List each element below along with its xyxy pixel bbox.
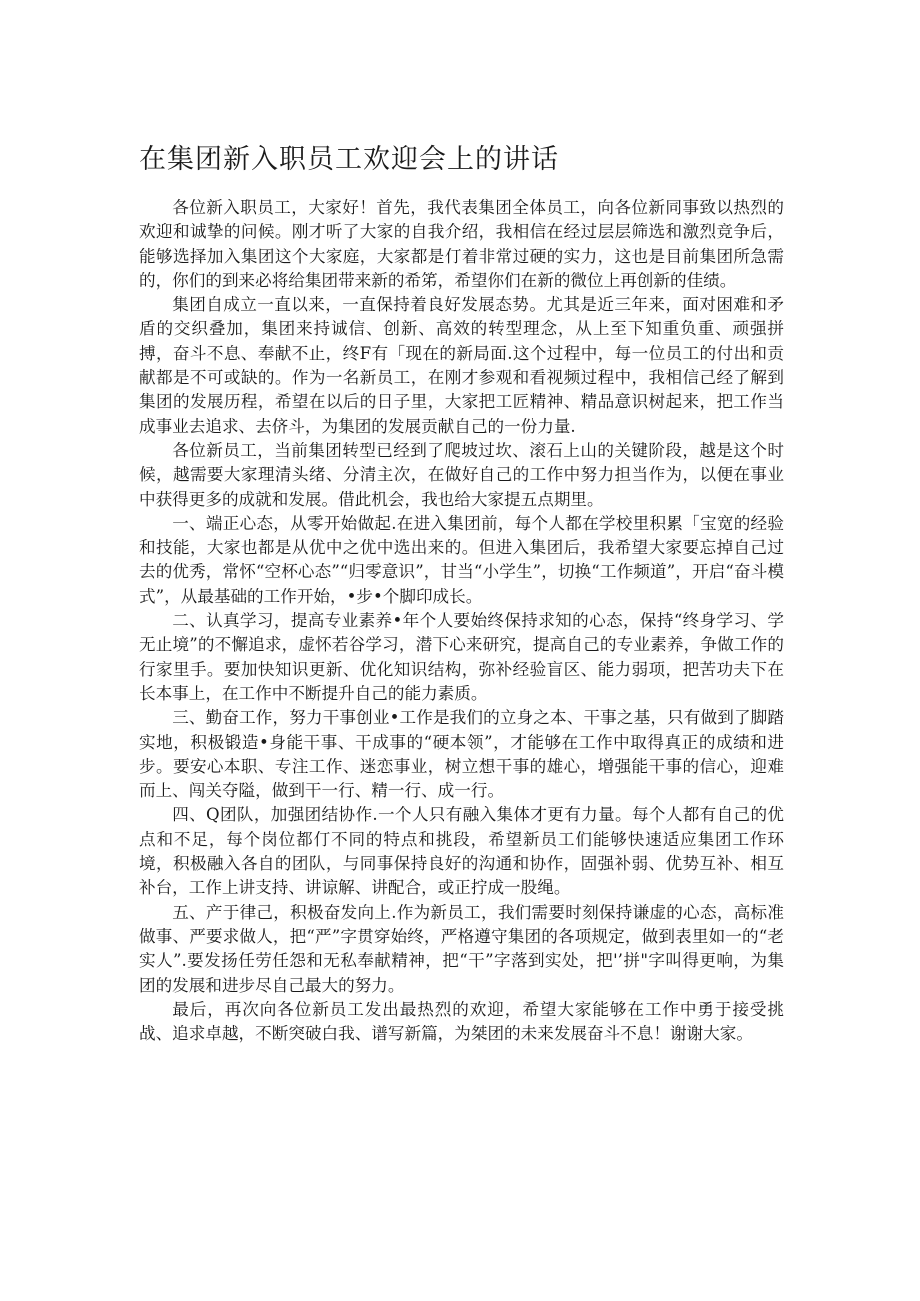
paragraph-point-five: 五、产于律己，积极奋发向上.作为新员工，我们需要时刻保持谦虚的心态，高标准做事、严要求做人，把“严”字贯穿始终，严格遵守集团的各项规定，做到表里如一的“老实人”.要发扬任劳任怨和无私奉献精神，把“干”字落到实处，把'’拼"字叫得更响，为集团的发展和进步尽自己最大的努力。 [139,902,784,995]
document-title: 在集团新入职员工欢迎会上的讲话 [139,144,559,175]
paragraph-closing: 最后，再次向各位新员工发出最热烈的欢迎，希望大家能够在工作中勇于接受挑战、追求卓越，不断突破白我、谱写新篇，为桀团的未来发展奋斗不息！谢谢大家。 [139,999,784,1044]
paragraph-point-three: 三、勤奋工作，努力干事创业•工作是我们的立身之本、干事之基，只有做到了脚踏实地，积极锻造•身能干事、干成事的“硬本领”，才能够在工作中取得真正的成绩和进步。要安心本职、专注工作、迷恋事业，树立想干事的雄心，增强能干事的信心，迎难而上、闯关夺隘，做到干一行、精一行、成一行。 [139,708,784,801]
paragraph-history: 集团自成立一直以来，一直保持着良好发展态势。尤其是近三年来，面对困难和矛盾的交织叠加，集团来持诚信、创新、高效的转型理念，从上至下知重负重、顽强拼搏，奋斗不息、奉献不止，终F有「现在的新局面.这个过程中，每一位员工的付出和贡献都是不可或缺的。作为一名新员工，在刚才参观和看视频过程中，我相信己经了解到集团的发展历程，希望在以后的日子里，大家把工匠精神、精品意识树起来，把工作当成事业去追求、去侪斗，为集团的发展贡献自己的一份力量. [139,295,784,436]
document-body [139,196,784,1046]
paragraph-expectations-intro: 各位新员工，当前集团转型已经到了爬坡过坎、滚石上山的关键阶段，越是这个时候，越需要大家理清头绪、分清主次，在做好自己的工作中努力担当作为，以便在事业中获得更多的成就和发展。借此机会，我也给大家提五点期里。 [139,440,784,509]
paragraph-point-two: 二、认真学习，提高专业素养•年个人要始终保持求知的心态，保持“终身学习、学无止境”的不懈追求，虚怀若谷学习，潜下心来研究，提高自己的专业素养，争做工作的行家里手。要加快知识更新、优化知识结构，弥补经验盲区、能力弱项，把苦功夫下在长本事上，在工作中不断提升自己的能力素质。 [139,611,784,703]
paragraph-greeting: 各位新入职员工，大家好！首先，我代表集团全体员工，向各位新同事致以热烈的欢迎和诚挚的问候。刚才听了大家的自我介绍，我相信在经过层层筛选和激烈竞争后，能够选择加入集团这个大家庭，大家都是仃着非常过硬的实力，这也是目前集团所急需的，你们的到来必将给集团带来新的希笫，希望你们在新的微位上再创新的佳绩。 [139,198,784,290]
paragraph-point-one: 一、端正心态，从零开始做起.在进入集团前，每个人都在学校里积累「宝宽的经验和技能，大家也都是从优中之优中选出来的。但进入集团后，我希望大家要忘掉自己过去的优秀，常怀“空杯心态”“归零意识”，甘当“小学生”，切换“工作频道”，开启“奋斗模式”，从最基础的工作开始，•步•个脚印成长。 [139,513,784,606]
paragraph-point-four: 四、Q团队，加强团结协作.一个人只有融入集体才更有力量。每个人都有自己的优点和不足，每个岗位都仃不同的特点和挑段，希望新员工们能够快速适应集团工作环境，积极融入各自的团队，与同事保持良好的沟通和协作，固强补弱、优势互补、相互补台，工作上讲支持、讲谅解、讲配合，或正拧成一股绳。 [139,805,784,898]
